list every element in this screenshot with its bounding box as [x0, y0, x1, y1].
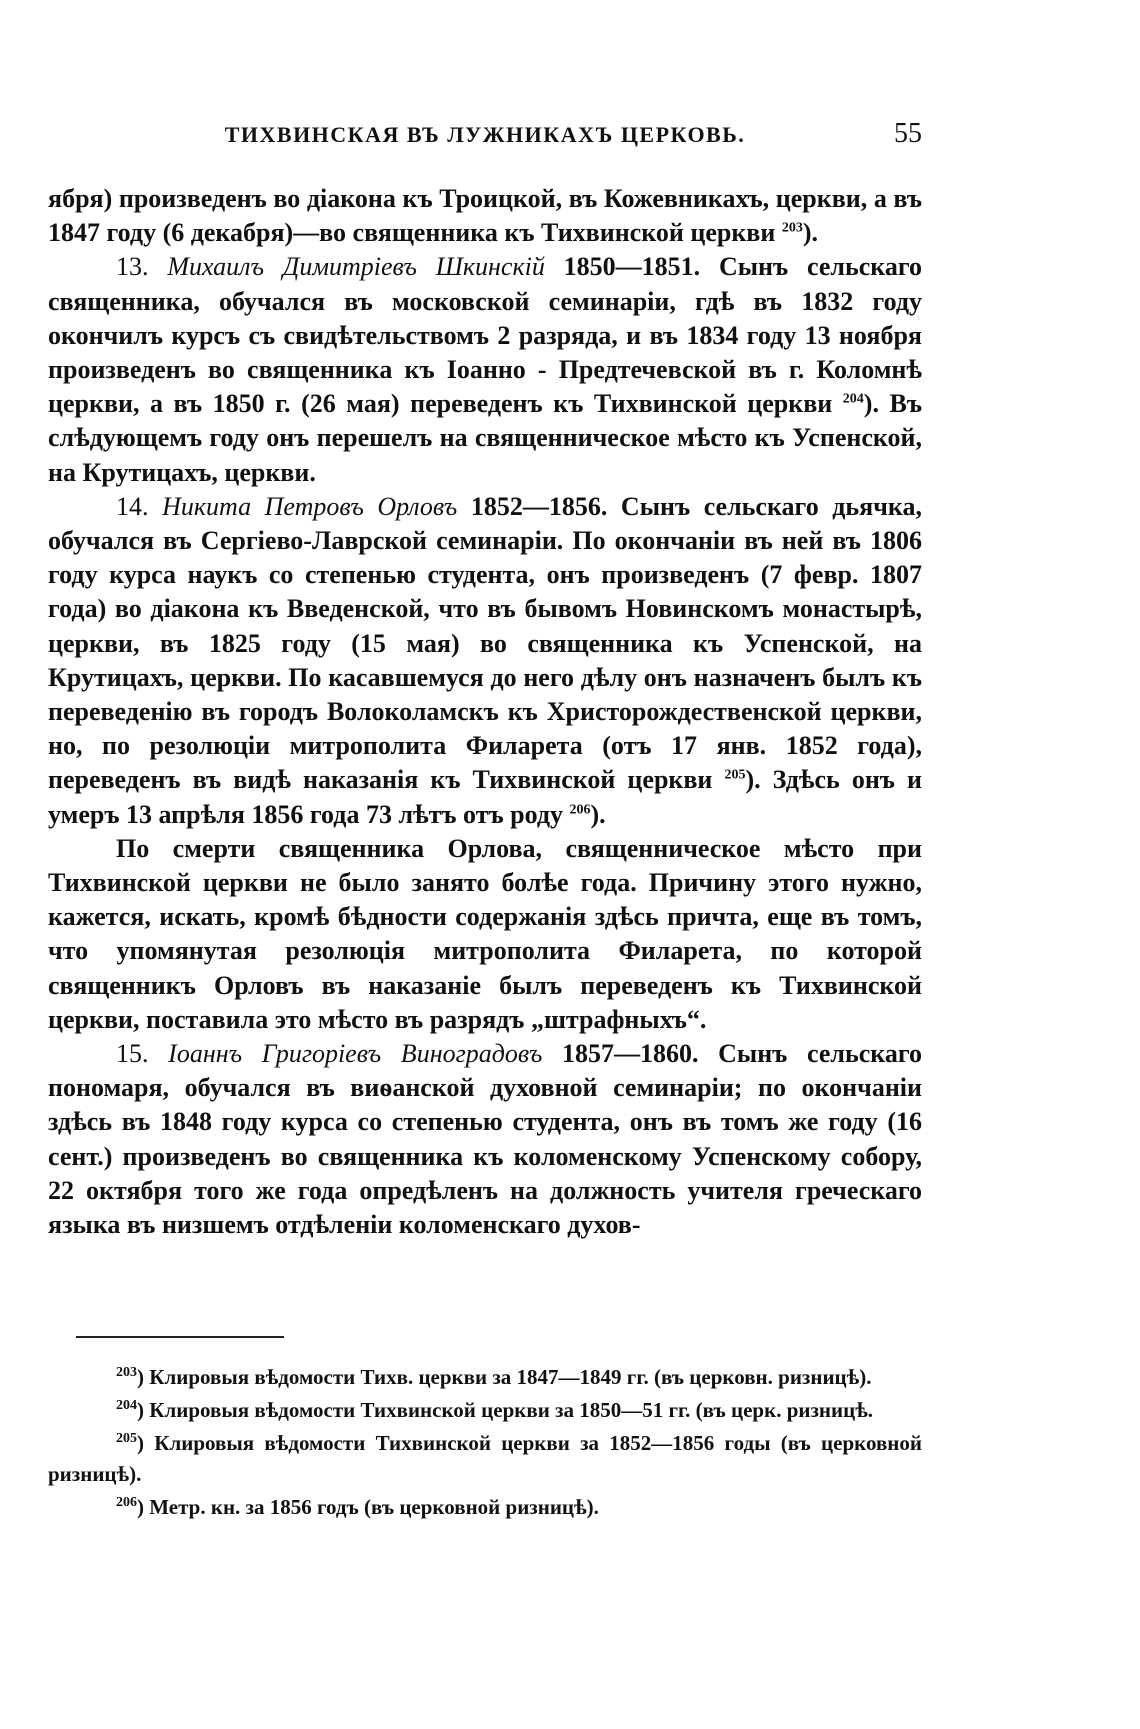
- footnote-ref: 203: [781, 220, 803, 236]
- paragraph-continuation: ября) произведенъ во діакона къ Троицкой, въ Кожевникахъ, церкви, а въ 1847 году (6 декабря)—во священника къ Тихвинской церкви $^{203}$).: [48, 184, 922, 248]
- paragraph-after-orlov: По смерти священника Орлова, священническое мѣсто при Тихвинской церкви не было занято болѣе года. Причину этого нужно, кажется, искать, кромѣ бѣдности содержанія здѣсь причта, еще въ томъ, что упомянутая резолюція митрополита Филарета, по которой священникъ Орловъ въ наказаніе былъ переведенъ къ Тихвинской церкви, поставила это мѣсто въ разрядъ „штрафныхъ“.: [48, 833, 922, 1034]
- footnote: $^{204}$) Клировыя вѣдомости Тихвинской церкви за 1850—51 гг. (въ церк. ризницѣ.: [116, 1398, 874, 1422]
- footnote: $^{205}$) Клировыя вѣдомости Тихвинской церкви за 1852—1856 годы (въ церковной ризницѣ).: [48, 1431, 922, 1486]
- footnote-separator: [76, 1336, 284, 1338]
- entry-13: 13. Михаилъ Димитріевъ Шкинскій 1850—1851. Сынъ сельскаго священника, обучался въ московской семинаріи, гдѣ въ 1832 году окончилъ курсъ съ свидѣтельствомъ 2 разряда, и въ 1834 году 13 ноября произведенъ во священника къ Іоанно - Предтечевской въ г. Коломнѣ церкви, а въ 1850 г. (26 мая) переведенъ къ Тихвинской церкви $^{204}$). Въ слѣдующемъ году онъ перешелъ на священническое мѣсто къ Успенской, на Крутицахъ, церкви.: [48, 252, 923, 487]
- footnote-number: 206: [116, 1495, 137, 1510]
- page-header: [48, 118, 922, 154]
- page-number: 55: [894, 118, 922, 149]
- running-head: ТИХВИНСКАЯ ВЪ ЛУЖНИКАХЪ ЦЕРКОВЬ.: [224, 122, 746, 147]
- footnote-ref: 206: [569, 802, 591, 817]
- main-text: [48, 182, 922, 1242]
- footnote: $^{203}$) Клировыя вѣдомости Тихв. церкви за 1847—1849 гг. (въ церковн. ризницѣ).: [116, 1365, 872, 1389]
- footnote-ref: 205: [724, 767, 746, 783]
- footnote-number: 203: [116, 1365, 137, 1380]
- entry-name: Іоаннъ Григоріевъ Виноградовъ: [168, 1039, 543, 1069]
- entry-15: 15. Іоаннъ Григоріевъ Виноградовъ 1857—1860. Сынъ сельскаго пономаря, обучался въ виѳанской духовной семинаріи; по окончаніи здѣсь въ 1848 году курса со степенью студента, онъ въ томъ же году (16 сент.) произведенъ во священника къ коломенскому Успенскому собору, 22 октября того же года опредѣленъ на должность учителя греческаго языка въ низшемъ отдѣленіи коломенскаго духов-: [48, 1039, 922, 1240]
- footnotes: [48, 1362, 922, 1525]
- entry-14: 14. Никита Петровъ Орловъ 1852—1856. Сынъ сельскаго дьячка, обучался въ Сергіево-Лаврской семинаріи. По окончаніи въ ней въ 1806 году курса наукъ со степенью студента, онъ произведенъ (7 февр. 1807 года) во діакона къ Введенской, что въ бывомъ Новинскомъ монастырѣ, церкви, въ 1825 году (15 мая) во священника къ Успенской, на Крутицахъ, церкви. По касавшемуся до него дѣлу онъ назначенъ былъ къ переведенію въ городъ Волоколамскъ къ Христорождественской церкви, но, по резолюціи митрополита Филарета (отъ 17 янв. 1852 года), переведенъ въ видѣ наказанія къ Тихвинской церкви $^{205}$). Здѣсь онъ и умеръ 13 апрѣля 1856 года 73 лѣтъ отъ роду $^{206}$).: [48, 491, 922, 829]
- entry-number: 14.: [116, 491, 149, 521]
- entry-number: 13.: [116, 252, 149, 282]
- footnote-ref: 204: [842, 391, 864, 407]
- footnote-number: 205: [116, 1431, 137, 1446]
- entry-number: 15.: [116, 1039, 149, 1069]
- entry-name: Михаилъ Димитріевъ Шкинскій: [167, 252, 545, 282]
- footnote-number: 204: [116, 1398, 137, 1413]
- entry-name: Никита Петровъ Орловъ: [162, 491, 458, 521]
- footnote: $^{206}$) Метр. кн. за 1856 годъ (въ церковной ризницѣ).: [116, 1495, 599, 1519]
